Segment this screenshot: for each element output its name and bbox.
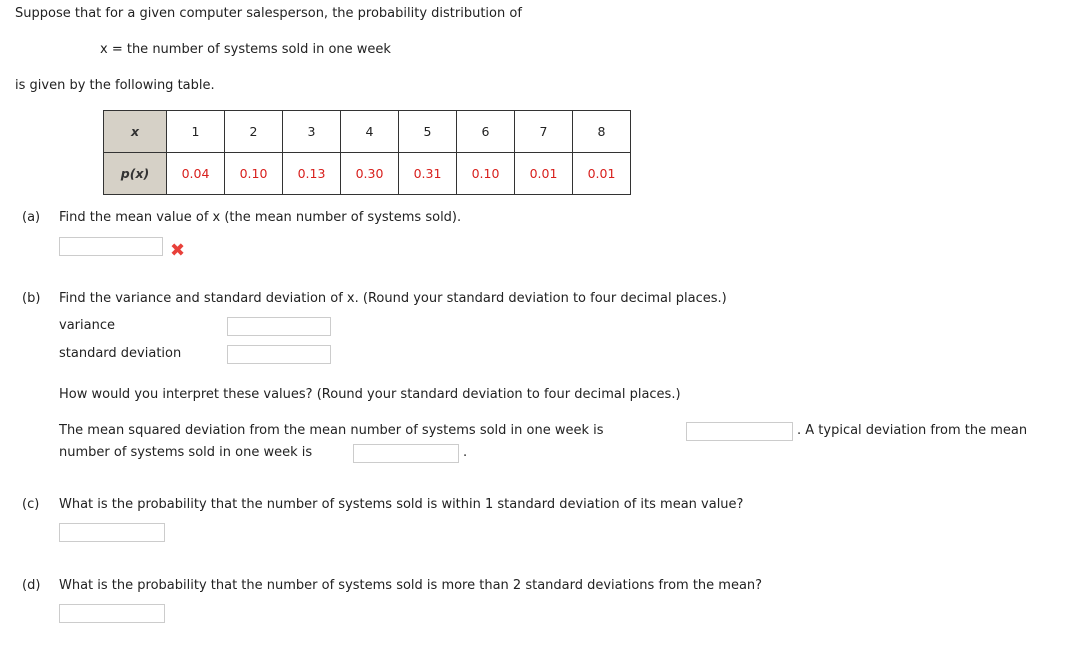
p-value: 0.10 — [225, 153, 283, 195]
variance-label: variance — [59, 318, 115, 333]
interpret-sentence-2: . A typical deviation from the mean — [797, 423, 1028, 438]
sd-input[interactable] — [227, 345, 331, 364]
probability-table — [103, 110, 631, 195]
x-value: 5 — [399, 111, 457, 153]
part-b-question: Find the variance and standard deviation of x. (Round your standard deviation to four decimal places.) — [59, 291, 727, 306]
beyond-2sd-input[interactable] — [59, 604, 165, 623]
p-value: 0.04 — [167, 153, 225, 195]
part-c-label: (c) — [22, 497, 40, 512]
interpret-question: How would you interpret these values? (Round your standard deviation to four decimal places.) — [59, 387, 681, 402]
p-row — [104, 153, 631, 195]
p-value: 0.10 — [457, 153, 515, 195]
typical-deviation-input[interactable] — [353, 444, 459, 463]
interpret-sentence-1: The mean squared deviation from the mean number of systems sold in one week is — [59, 423, 604, 438]
x-definition: x = the number of systems sold in one week — [100, 42, 391, 57]
variance-input[interactable] — [227, 317, 331, 336]
x-value: 1 — [167, 111, 225, 153]
p-header: p(x) — [104, 153, 167, 195]
part-c-question: What is the probability that the number of systems sold is within 1 standard deviation of its mean value? — [59, 497, 744, 512]
p-value: 0.01 — [573, 153, 631, 195]
p-value: 0.13 — [283, 153, 341, 195]
x-value: 7 — [515, 111, 573, 153]
part-a-label: (a) — [22, 210, 41, 225]
mean-input[interactable] — [59, 237, 163, 256]
intro-text: Suppose that for a given computer salesperson, the probability distribution of — [15, 6, 522, 21]
x-value: 6 — [457, 111, 515, 153]
incorrect-x-icon: ✖ — [170, 240, 186, 261]
intro-text-2: is given by the following table. — [15, 78, 215, 93]
interpret-sentence-3: number of systems sold in one week is — [59, 445, 313, 460]
part-d-question: What is the probability that the number of systems sold is more than 2 standard deviations from the mean? — [59, 578, 763, 593]
x-row — [104, 111, 631, 153]
x-value: 2 — [225, 111, 283, 153]
sd-label: standard deviation — [59, 346, 182, 361]
p-value: 0.30 — [341, 153, 399, 195]
x-value: 3 — [283, 111, 341, 153]
x-value: 4 — [341, 111, 399, 153]
within-1sd-input[interactable] — [59, 523, 165, 542]
x-value: 8 — [573, 111, 631, 153]
part-b-label: (b) — [22, 291, 41, 306]
part-a-question: Find the mean value of x (the mean number of systems sold). — [59, 210, 462, 225]
p-value: 0.01 — [515, 153, 573, 195]
part-d-label: (d) — [22, 578, 41, 593]
mean-squared-deviation-input[interactable] — [686, 422, 793, 441]
p-value: 0.31 — [399, 153, 457, 195]
interpret-period: . — [463, 445, 468, 460]
x-header: x — [104, 111, 167, 153]
